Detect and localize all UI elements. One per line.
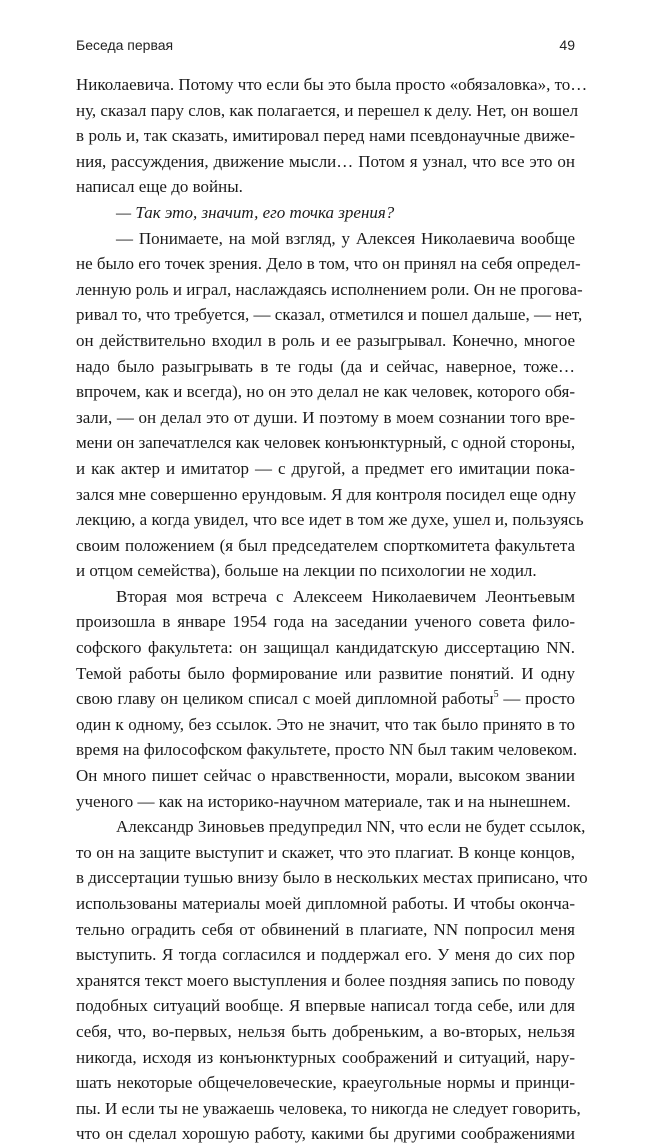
page-number: 49: [559, 37, 575, 53]
text-line: что он сделал хорошую работу, какими бы другими соображениями: [76, 1124, 575, 1144]
text-line: никогда, исходя из конъюнктурных соображений и ситуаций, нару-: [76, 1047, 575, 1067]
running-head: [76, 37, 575, 57]
body-text: [76, 72, 588, 1147]
text-line: ривал то, что требуется, — сказал, отметился и пошел дальше, — нет,: [76, 305, 583, 325]
text-line: он действительно входил в роль и ее разыгрывал. Конечно, многое: [76, 330, 575, 350]
text-line: подобных ситуаций вообще. Я впервые написал тогда себе, или для: [76, 996, 575, 1016]
text-line: Александр Зиновьев предупредил NN, что если не будет ссылок,: [116, 817, 586, 837]
text-line: зался мне совершенно ерундовым. Я для контроля посидел еще одну: [76, 484, 577, 504]
text-line: произошла в январе 1954 года на заседании ученого совета фило-: [76, 612, 575, 632]
text-line: и как актер и имитатор — с другой, а предмет его имитации пока-: [76, 458, 575, 478]
text-line: время на философском факультете, просто NN был таким человеком.: [76, 740, 578, 760]
text-line: использованы материалы моей дипломной работы. И чтобы оконча-: [76, 894, 575, 913]
text-line: не было его точек зрения. Дело в том, что он принял на себя определ-: [76, 254, 581, 274]
text-line: ленную роль и играл, наслаждаясь исполнением роли. Он не проговa-: [76, 279, 583, 299]
text-line: выступить. Я тогда согласился и поддержал его. У меня до сих пор: [76, 945, 575, 965]
text-segment: — просто: [498, 689, 575, 709]
text-line: зали, — он делал это от души. И поэтому в моем сознании того вре-: [76, 407, 575, 427]
text-line: впрочем, как и всегда), но он это делал не как человек, которого обя-: [76, 382, 575, 402]
text-line: пы. И если ты не уважаешь человека, то никогда не следует говорить,: [76, 1098, 581, 1118]
text-line: один к одному, без ссылок. Это не значит, что так было принято в то: [76, 714, 575, 734]
text-line: хранятся текст моего выступления и более поздняя запись по поводу: [76, 970, 576, 990]
text-line: в диссертации тушью внизу было в нескольких местах приписано, что: [76, 868, 588, 888]
text-line: Николаевича. Потому что если бы это была просто «обязаловка», то…: [76, 75, 588, 94]
text-line: лекцию, а когда увидел, что все идет в том же духе, ушел и, пользуясь: [76, 510, 584, 530]
text-line: — Понимаете, на мой взгляд, у Алексея Николаевича вообще: [116, 228, 575, 248]
text-line: ния, рассуждения, движение мысли… Потом я узнал, что все это он: [76, 151, 575, 171]
question-line: — Так это, значит, его точка зрения?: [116, 202, 395, 222]
text-line: Вторая моя встреча с Алексеем Николаевичем Леонтьевым: [116, 586, 575, 606]
section-title: Беседа первая: [76, 37, 174, 53]
text-line: Темой работы было формирование или развитие понятий. И одну: [76, 663, 575, 683]
text-line: и отцом семейства), больше на лекции по психологии не ходил.: [76, 561, 537, 581]
text-line: написал еще до войны.: [76, 177, 243, 197]
text-line: тельно оградить себя от обвинений в плагиате, NN попросил меня: [76, 919, 575, 939]
text-segment: свою главу он целиком списал с моей дипломной работы: [76, 689, 494, 709]
text-line: ну, сказал пару слов, как полагается, и перешел к делу. Нет, он вошел: [76, 100, 579, 120]
footnote-reference[interactable]: 5: [493, 689, 499, 701]
text-line: софского факультета: он защищал кандидатскую диссертацию NN.: [76, 638, 575, 658]
text-line: своим положением (я был председателем спорткомитета факультета: [76, 535, 575, 555]
text-line: ученого — как на историко-научном материале, так и на нынешнем.: [76, 791, 571, 811]
text-line: то он на защите выступит и скажет, что это плагиат. В конце концов,: [76, 842, 575, 862]
text-line: надо было разыгрывать в те годы (да и сейчас, наверное, тоже…: [76, 356, 575, 376]
text-line: Он много пишет сейчас о нравственности, морали, высоком звании: [76, 766, 575, 786]
text-line: себя, что, во-первых, нельзя быть добреньким, а во-вторых, нельзя: [76, 1021, 575, 1041]
text-line: мени он запечатлелся как человек конъюнктурный, с одной стороны,: [76, 433, 576, 453]
text-line: шать некоторые общечеловеческие, краеугольные нормы и принци-: [76, 1073, 575, 1093]
text-line: [76, 686, 575, 712]
text-line: в роль и, так сказать, имитировал перед нами псевдонаучные движе-: [76, 126, 575, 146]
